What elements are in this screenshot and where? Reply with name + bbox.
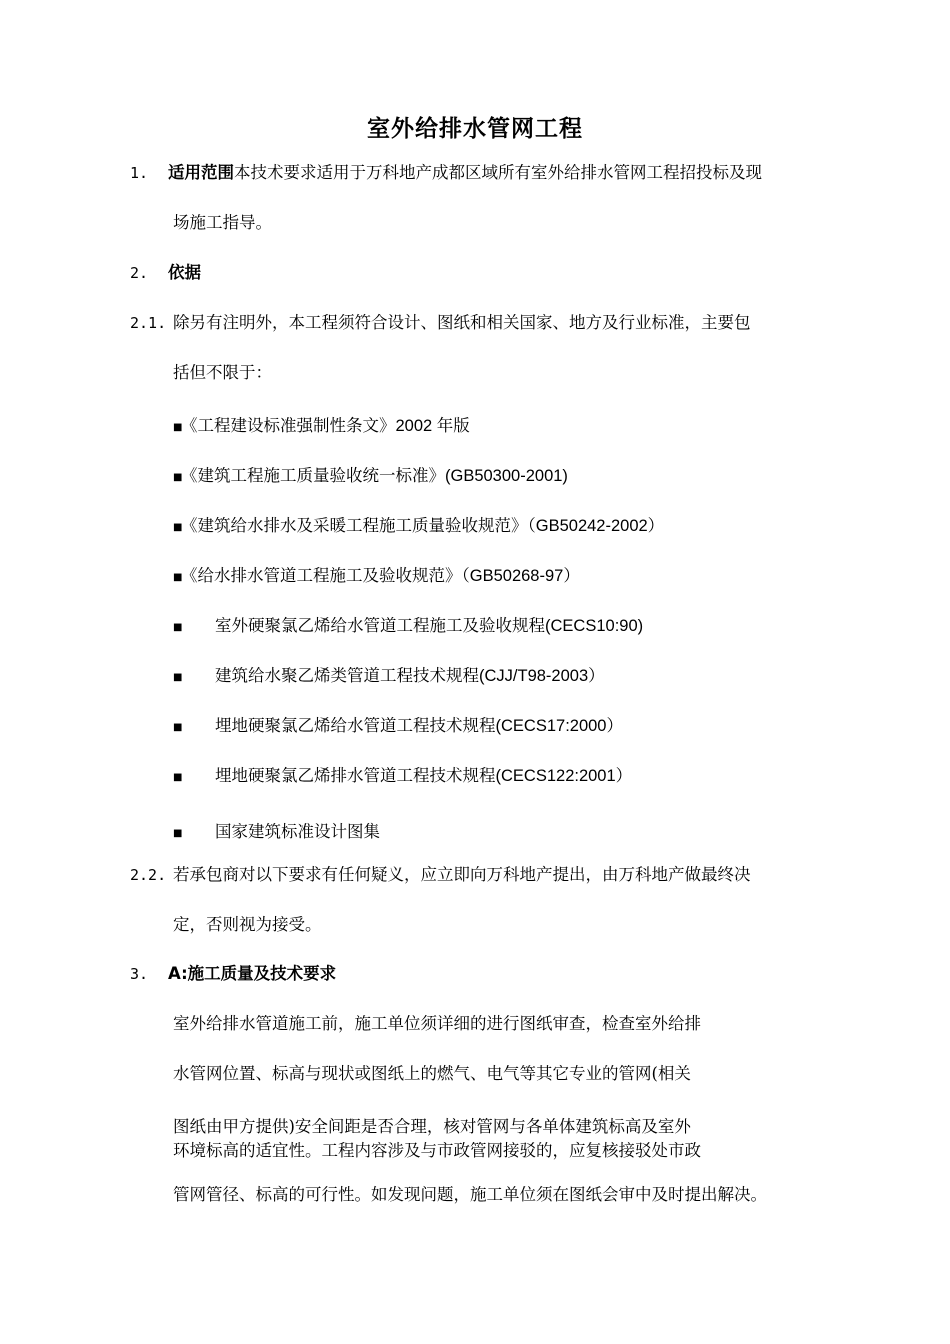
section-1-line-1 [168,162,762,184]
standard-name: 《给水排水管道工程施工及验收规范》 [181,566,462,585]
list-item [215,715,623,737]
section-2-1-line-2: 括但不限于： [173,363,272,382]
list-bullet: ■ [173,772,183,783]
standard-code: （GB50242-2002） [527,517,665,535]
section-1-text-1: 本技术要求适用于万科地产成都区域所有室外给排水管网工程招投标及现 [234,163,762,182]
section-3-paragraph-line: 环境标高的适宜性。工程内容涉及与市政管网接驳的，应复核接驳处市政 [173,1141,701,1160]
list-bullet: ■ [173,522,183,533]
list-item [215,615,643,637]
standard-name: 《建筑给水排水及采暖工程施工质量验收规范》 [181,516,528,535]
list-item [181,465,568,487]
standard-code: （GB50268-97） [461,567,580,585]
list-item [181,415,470,437]
list-bullet: ■ [173,622,183,633]
list-item [215,665,605,687]
section-3-number: 3. [130,965,149,983]
standard-name: 埋地硬聚氯乙烯给水管道工程技术规程 [215,716,496,735]
list-bullet: ■ [173,828,183,839]
section-2-label: 依据 [168,263,201,282]
standard-code: (CECS17:2000） [495,717,623,735]
list-bullet: ■ [173,422,183,433]
section-3-paragraph-line: 管网管径、标高的可行性。如发现问题，施工单位须在图纸会审中及时提出解决。 [173,1185,767,1204]
section-2-1-number: 2.1. [130,314,167,332]
list-item [215,765,632,787]
section-2-2-line-1: 若承包商对以下要求有任何疑义，应立即向万科地产提出，由万科地产做最终决 [173,865,751,884]
standard-code: 2002 年版 [395,417,470,435]
section-2-2-line-2: 定，否则视为接受。 [173,915,322,934]
section-2-number: 2. [130,264,149,282]
standard-name: 建筑给水聚乙烯类管道工程技术规程 [215,666,479,685]
list-item [181,515,664,537]
section-2-2-number: 2.2. [130,866,167,884]
list-item [181,565,580,587]
standard-name: 室外硬聚氯乙烯给水管道工程施工及验收规程 [215,616,545,635]
section-1-number: 1. [130,164,149,182]
section-3-paragraph-line: 水管网位置、标高与现状或图纸上的燃气、电气等其它专业的管网(相关 [173,1064,691,1083]
list-bullet: ■ [173,572,183,583]
standard-code: (CECS10:90) [545,617,644,635]
section-3-paragraph-line: 图纸由甲方提供)安全间距是否合理，核对管网与各单体建筑标高及室外 [173,1117,691,1136]
standard-name: 埋地硬聚氯乙烯排水管道工程技术规程 [215,766,496,785]
standard-code: (CJJ/T98-2003） [479,667,605,685]
standard-name: 《工程建设标准强制性条文》 [181,416,396,435]
standard-name: 国家建筑标准设计图集 [215,822,380,841]
section-3-label: A:施工质量及技术要求 [168,964,337,983]
standard-code: (CECS122:2001） [495,767,633,785]
section-1-label: 适用范围 [168,163,234,182]
section-3-paragraph-line: 室外给排水管道施工前，施工单位须详细的进行图纸审查，检查室外给排 [173,1014,701,1033]
document-title: 室外给排水管网工程 [367,116,583,142]
list-bullet: ■ [173,722,183,733]
list-item [215,821,380,843]
standard-name: 《建筑工程施工质量验收统一标准》 [181,466,445,485]
list-bullet: ■ [173,472,183,483]
section-1-line-2: 场施工指导。 [173,213,272,232]
standard-code: (GB50300-2001) [445,467,568,485]
section-2-1-line-1: 除另有注明外，本工程须符合设计、图纸和相关国家、地方及行业标准，主要包 [173,313,751,332]
list-bullet: ■ [173,672,183,683]
